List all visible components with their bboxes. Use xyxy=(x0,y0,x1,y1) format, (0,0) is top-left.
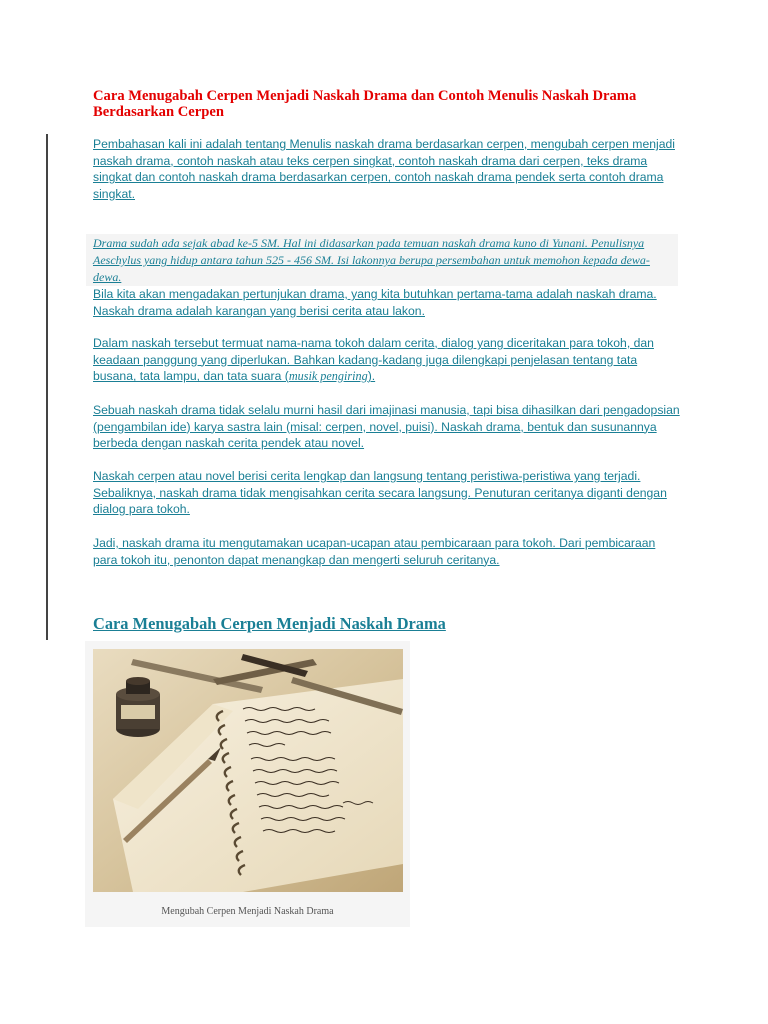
paragraph-2-end: ). xyxy=(367,369,376,384)
paragraph-2[interactable] xyxy=(93,335,683,385)
section-heading[interactable]: Cara Menugabah Cerpen Menjadi Naskah Drama xyxy=(93,614,446,633)
figure-caption: Mengubah Cerpen Menjadi Naskah Drama xyxy=(161,906,334,917)
paragraph-5[interactable]: Jadi, naskah drama itu mengutamakan ucapan-ucapan atau pembicaraan para tokoh. Dari pembicaraan para tokoh itu, penonton dapat menangkap dan mengerti seluruh ceritanya. xyxy=(93,536,656,567)
article-title: Cara Menugabah Cerpen Menjadi Naskah Drama dan Contoh Menulis Naskah Drama Berdasarkan Cerpen xyxy=(93,88,637,120)
paragraph-2-text: Dalam naskah tersebut termuat nama-nama tokoh dalam cerita, dialog yang diceritakan para tokoh, dan keadaan panggung yang diperlukan. Bahkan kadang-kadang juga dilengkapi penjelasan tentang tata busana, tata lampu, dan tata suara ( xyxy=(93,336,654,384)
paragraph-4[interactable]: Naskah cerpen atau novel berisi cerita lengkap dan langsung tentang peristiwa-peristiwa yang terjadi. Sebaliknya, naskah drama tidak mengisahkan cerita secara langsung. Penuturan ceritanya diganti dengan dialog para tokoh. xyxy=(93,469,667,517)
paragraph-3[interactable]: Sebuah naskah drama tidak selalu murni hasil dari imajinasi manusia, tapi bisa dihasilkan dari pengadopsian (pengambilan ide) karya sastra lain (misal: cerpen, novel, puisi). Naskah drama, bentuk dan susunannya berbeda dengan naskah cerita pendek atau novel. xyxy=(93,403,680,451)
left-margin-bar xyxy=(46,134,48,640)
history-quote[interactable]: Drama sudah ada sejak abad ke-5 SM. Hal ini didasarkan pada temuan naskah drama kuno di Yunani. Penulisnya Aeschylus yang hidup antara tahun 525 - 456 SM. Isi lakonnya berupa persembahan untuk memohon kepada dewa-dewa. xyxy=(93,236,650,284)
musik-pengiring-text: musik pengiring xyxy=(288,369,368,384)
paragraph-1[interactable]: Bila kita akan mengadakan pertunjukan drama, yang kita butuhkan pertama-tama adalah naskah drama. Naskah drama adalah karangan yang berisi cerita atau lakon. xyxy=(93,287,657,318)
notebook-illustration xyxy=(93,649,403,892)
notebook-photo xyxy=(93,649,403,892)
intro-paragraph[interactable]: Pembahasan kali ini adalah tentang Menulis naskah drama berdasarkan cerpen, mengubah cerpen menjadi naskah drama, contoh naskah atau teks cerpen singkat, contoh naskah drama dari cerpen, teks drama singkat dan contoh naskah drama berdasarkan cerpen, contoh naskah drama pendek serta contoh drama singkat. xyxy=(93,137,675,201)
